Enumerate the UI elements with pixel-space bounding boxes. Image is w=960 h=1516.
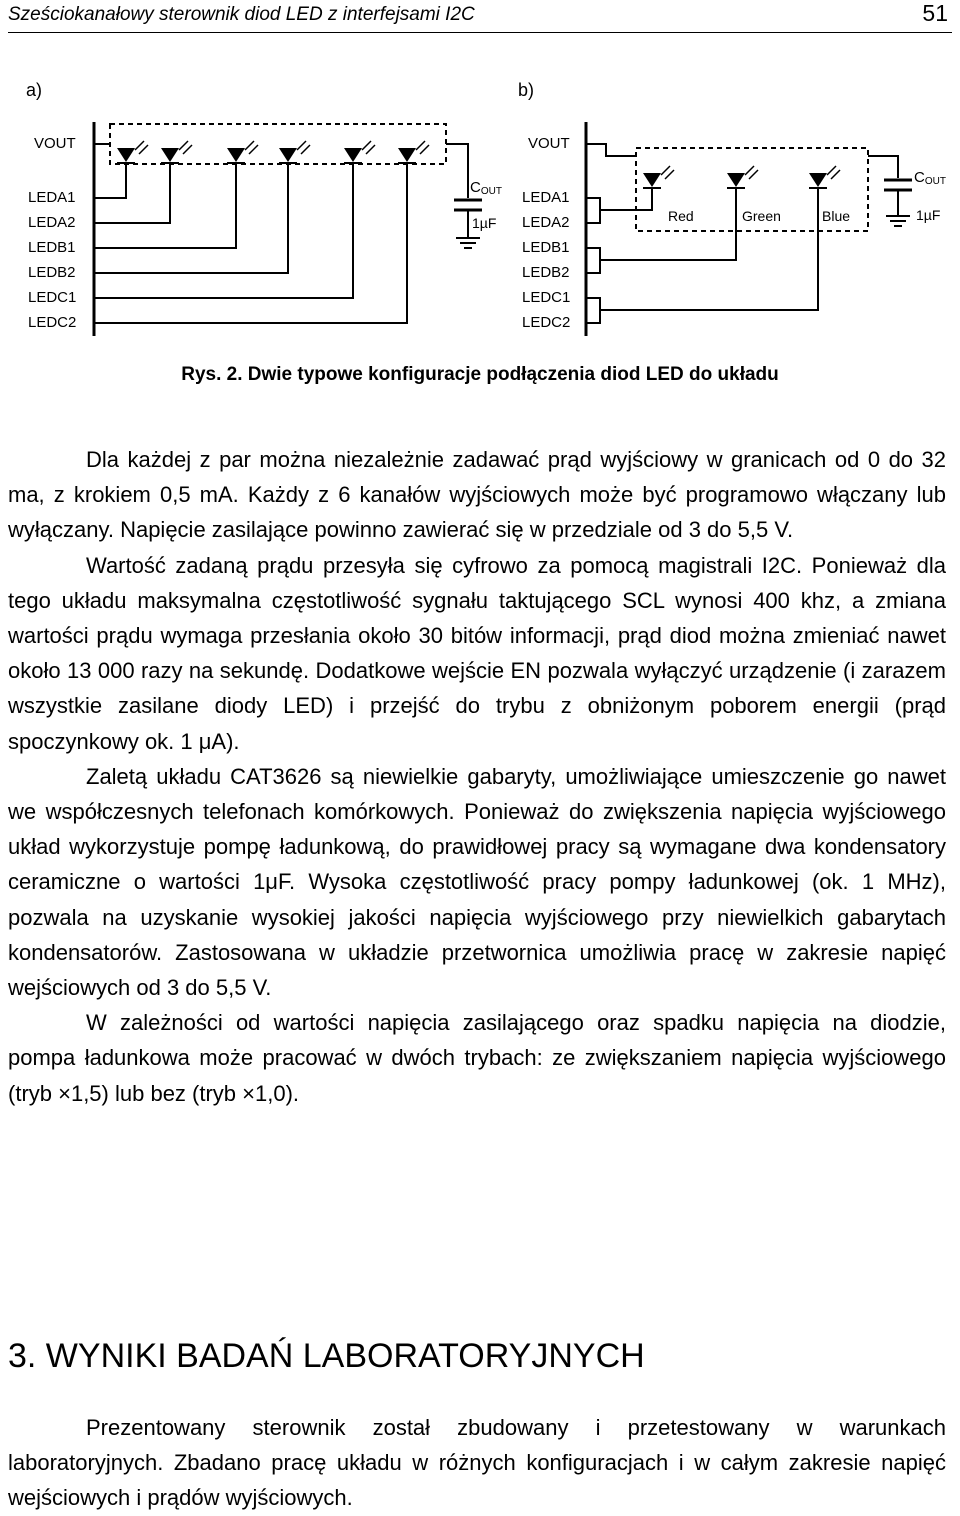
cap-name: COUT — [470, 179, 502, 197]
led-diode-c2 — [398, 141, 429, 163]
led-color-label: Blue — [822, 208, 851, 224]
led-array-a — [117, 141, 429, 163]
pin-label: LEDA1 — [522, 189, 570, 206]
pin-label: LEDA2 — [28, 214, 76, 231]
pin-wires — [94, 144, 468, 323]
section-body — [8, 1410, 946, 1516]
vout-label: VOUT — [528, 135, 570, 152]
led-diode-blue — [809, 166, 840, 188]
paragraph: Wartość zadaną prądu przesyła się cyfrowo za pomocą magistrali I2C. Ponieważ dla tego układu maksymalna częstotliwość sygnału taktującego SCL wynosi 400 khz, a zmiana wartości prądu wymaga przesłania około 30 bitów informacji, prąd diod można zmieniać nawet około 13 000 razy na sekundę. Dodatkowe wejście EN pozwala wyłączyć urządzenie (i zarazem wszystkie zasilane diody LED) i przejść do trybu z obniżonym poborem energii (prąd spoczynkowy ok. 1 μA). — [8, 552, 946, 754]
vout-label: VOUT — [34, 135, 76, 152]
led-color-label: Red — [668, 208, 694, 224]
led-diode-a1 — [117, 141, 148, 163]
paragraph: W zależności od wartości napięcia zasilającego oraz spadku napięcia na diodzie, pompa ładunkowa może pracować w dwóch trybach: ze zwiększaniem napięcia wyjściowego (tryb ×1,5) lub bez (tryb ×1,0). — [8, 1010, 946, 1106]
rgb-led-array — [643, 166, 840, 188]
led-diode-green — [727, 166, 758, 188]
pin-label: LEDB2 — [28, 264, 76, 281]
led-diode-a2 — [161, 141, 192, 163]
body-text — [8, 442, 946, 1111]
pin-wires — [586, 144, 898, 323]
output-capacitor-b — [884, 180, 912, 226]
pin-label: LEDC2 — [28, 314, 77, 331]
figure-b-label: b) — [518, 80, 535, 100]
cap-value: 1µF — [916, 207, 941, 223]
circuit-diagram-a — [26, 118, 526, 340]
led-dashed-box — [110, 124, 446, 164]
led-color-label: Green — [742, 208, 781, 224]
pin-label: LEDB1 — [522, 239, 570, 256]
pin-label: LEDC2 — [522, 314, 571, 331]
pin-label: LEDC1 — [28, 289, 77, 306]
figure-a-label: a) — [26, 80, 43, 100]
pin-label: LEDC1 — [522, 289, 571, 306]
paragraph: Prezentowany sterownik został zbudowany i przetestowany w warunkach laboratoryjnych. Zbadano pracę układu w różnych konfiguracjach i w całym zakresie napięć wejściowych i prądów wyjściowych. — [8, 1415, 946, 1511]
paragraph: Zaletą układu CAT3626 są niewielkie gabaryty, umożliwiające umieszczenie go nawet we współczesnych telefonach komórkowych. Ponieważ do zwiększenia napięcia wyjściowego układ wykorzystuje pompę ładunkową, do prawidłowej pracy są wymagane dwa kondensatory ceramiczne o wartości 1μF. Wysoka częstotliwość pracy pompy ładunkowej (ok. 1 MHz), pozwala na uzyskanie wysokiej jakości napięcia wyjściowego przy niewielkich gabarytach kondensatorów. Zastosowana w układzie przetwornica umożliwia pracę w zakresie napięć wejściowych od 3 do 5,5 V. — [8, 763, 946, 1001]
led-diode-b1 — [227, 141, 258, 163]
running-title: Sześciokanałowy sterownik diod LED z interfejsami I2C — [8, 4, 475, 25]
cap-name: COUT — [914, 169, 946, 187]
cap-value: 1µF — [472, 215, 497, 231]
paragraph: Dla każdej z par można niezależnie zadawać prąd wyjściowy w granicach od 0 do 32 ma, z krokiem 0,5 mA. Każdy z 6 kanałów wyjściowych może być programowo włączany lub wyłączany. Napięcie zasilające powinno zawierać się w przedziale od 3 do 5,5 V. — [8, 447, 946, 543]
pin-label: LEDA1 — [28, 189, 76, 206]
led-diode-b2 — [279, 141, 310, 163]
led-diode-red — [643, 166, 674, 188]
pin-label: LEDB1 — [28, 239, 76, 256]
section-heading: 3. WYNIKI BADAŃ LABORATORYJNYCH — [8, 1337, 645, 1375]
pin-label: LEDA2 — [522, 214, 570, 231]
page-number: 51 — [922, 0, 948, 26]
pin-label: LEDB2 — [522, 264, 570, 281]
running-header — [8, 0, 952, 33]
figure-caption: Rys. 2. Dwie typowe konfiguracje podłączenia diod LED do układu — [181, 364, 779, 385]
circuit-diagram-b — [518, 118, 958, 340]
led-diode-c1 — [344, 141, 375, 163]
